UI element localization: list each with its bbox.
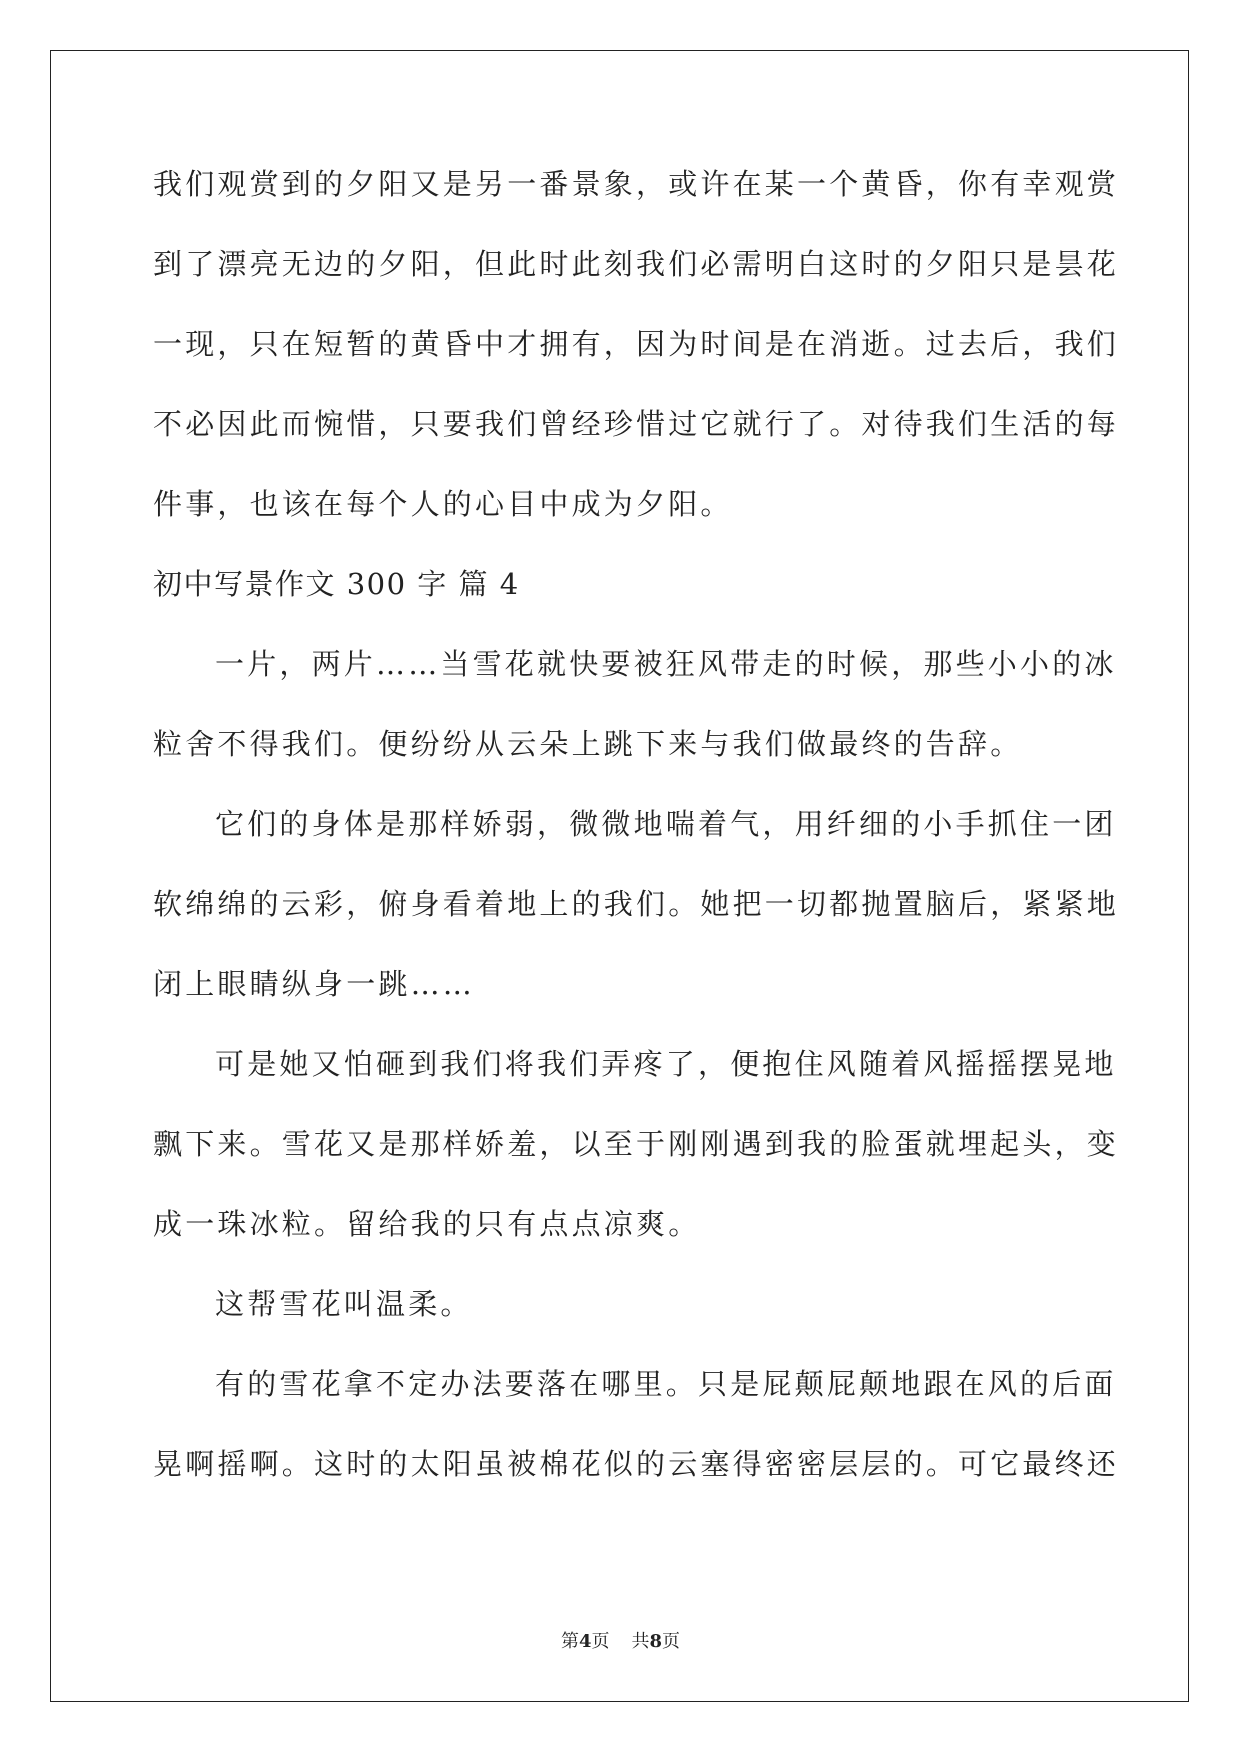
text-line: 飘下来。雪花又是那样娇羞，以至于刚刚遇到我的脸蛋就埋起头，变: [153, 1127, 1120, 1161]
document-body: [153, 160, 1120, 1520]
paragraph-first-line: 它们的身体是那样娇弱，微微地喘着气，用纤细的小手抓住一团: [215, 807, 1117, 841]
text-line: 晃啊摇啊。这时的太阳虽被棉花似的云塞得密密层层的。可它最终还: [153, 1447, 1120, 1481]
page-number: 4: [578, 1631, 592, 1652]
text-line: 我们观赏到的夕阳又是另一番景象，或许在某一个黄昏，你有幸观赏: [153, 167, 1120, 201]
text-line: 粒舍不得我们。便纷纷从云朵上跳下来与我们做最终的告辞。: [153, 727, 1023, 761]
total-prefix: 共: [631, 1631, 650, 1652]
total-suffix: 页: [662, 1631, 681, 1652]
text-line: 到了漂亮无边的夕阳，但此时此刻我们必需明白这时的夕阳只是昙花: [153, 247, 1120, 281]
text-line: 成一珠冰粒。留给我的只有点点凉爽。: [153, 1207, 701, 1241]
paragraph-first-line: 这帮雪花叫温柔。: [215, 1287, 473, 1321]
section-heading: 初中写景作文 300 字 篇 4: [153, 567, 520, 601]
text-line: 闭上眼睛纵身一跳……: [153, 967, 476, 1001]
page-suffix: 页: [591, 1631, 610, 1652]
page-prefix: 第: [560, 1631, 579, 1652]
text-line: 软绵绵的云彩，俯身看着地上的我们。她把一切都抛置脑后，紧紧地: [153, 887, 1120, 921]
paragraph-first-line: 可是她又怕砸到我们将我们弄疼了，便抱住风随着风摇摇摆晃地: [215, 1047, 1117, 1081]
paragraph-first-line: 一片，两片……当雪花就快要被狂风带走的时候，那些小小的冰: [215, 647, 1117, 681]
paragraph-first-line: 有的雪花拿不定办法要落在哪里。只是屁颠屁颠地跟在风的后面: [215, 1367, 1117, 1401]
total-pages: 8: [649, 1631, 663, 1652]
text-line: 件事，也该在每个人的心目中成为夕阳。: [153, 487, 733, 521]
page-footer: [0, 1627, 1241, 1653]
text-line: 一现，只在短暂的黄昏中才拥有，因为时间是在消逝。过去后，我们: [153, 327, 1120, 361]
text-line: 不必因此而惋惜，只要我们曾经珍惜过它就行了。对待我们生活的每: [153, 407, 1120, 441]
